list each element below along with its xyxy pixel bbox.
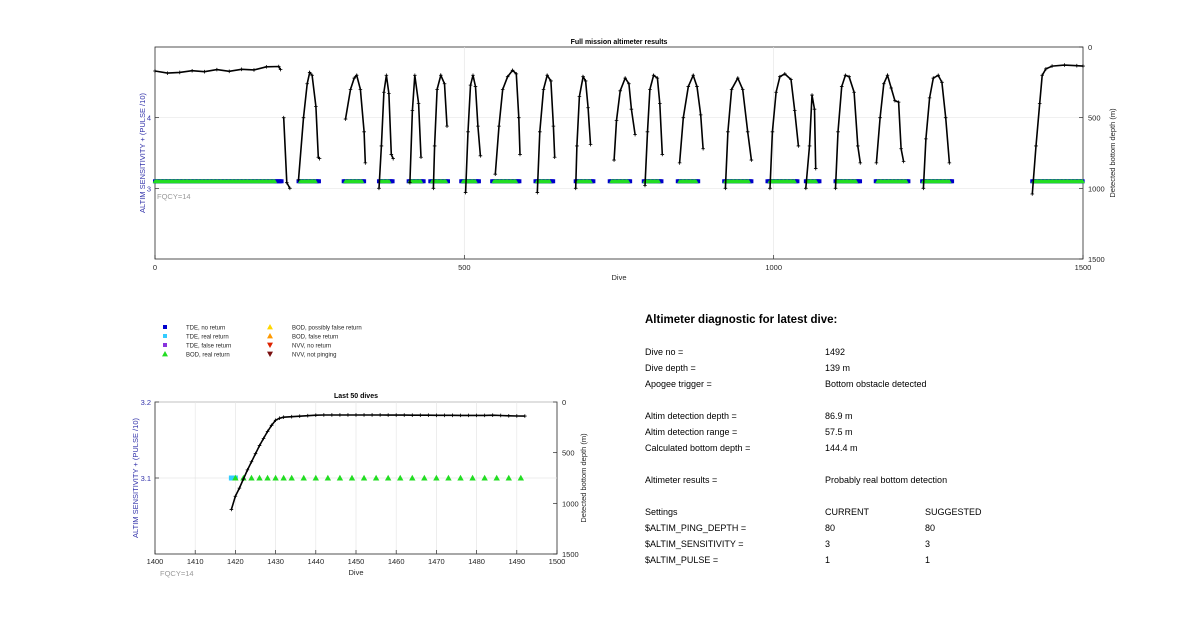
legend-triangle-marker xyxy=(162,351,168,356)
bottom-right-tick-label: 1000 xyxy=(562,499,579,509)
bottom-x-tick-label: 1460 xyxy=(387,557,405,566)
diag-label-bottom-depth: Calculated bottom depth = xyxy=(645,443,751,453)
bottom-x-axis-label: Dive xyxy=(348,568,364,577)
top-tde-marker xyxy=(280,179,284,183)
diag-label-altimeter-results: Altimeter results = xyxy=(645,475,718,485)
top-x-axis-label: Dive xyxy=(611,273,627,282)
top-x-tick-label: 1000 xyxy=(765,263,783,272)
top-tde-marker xyxy=(817,179,821,183)
setting-ping-depth-suggested: 80 xyxy=(925,523,936,533)
legend-triangle-marker xyxy=(267,333,273,338)
top-right-tick-label: 500 xyxy=(1088,113,1101,123)
top-x-tick-label: 1500 xyxy=(1074,263,1092,272)
top-tde-marker xyxy=(858,179,862,183)
bottom-right-tick-label: 500 xyxy=(562,448,575,458)
bottom-x-tick-label: 1400 xyxy=(146,557,164,566)
bottom-x-tick-label: 1430 xyxy=(267,557,284,566)
top-right-axis-label: Detected bottom depth (m) xyxy=(1108,108,1117,198)
bottom-x-tick-label: 1500 xyxy=(548,557,566,566)
setting-pulse-suggested: 1 xyxy=(925,555,931,565)
diag-label-dive-no: Dive no = xyxy=(645,347,684,357)
legend-label: BOD, real return xyxy=(186,352,230,359)
legend-label: TDE, false return xyxy=(186,343,232,350)
bottom-x-tick-label: 1470 xyxy=(428,557,445,566)
bottom-x-tick-label: 1440 xyxy=(307,557,325,566)
diag-value-detection-range: 57.5 m xyxy=(825,427,853,437)
legend-triangle-marker xyxy=(267,324,273,329)
top-tde-marker xyxy=(551,179,555,183)
bottom-right-tick-label: 0 xyxy=(562,398,567,407)
top-chart-title: Full mission altimeter results xyxy=(570,39,668,46)
legend-square-marker xyxy=(163,325,167,329)
top-right-tick-label: 1000 xyxy=(1088,184,1105,194)
diag-value-altimeter-results: Probably real bottom detection xyxy=(825,475,948,485)
top-plot-area xyxy=(155,47,1083,259)
bottom-right-tick-label: 1500 xyxy=(562,550,579,559)
bottom-right-axis-label: Detected bottom depth (m) xyxy=(579,433,588,523)
settings-header-current: CURRENT xyxy=(825,507,869,517)
bottom-chart-title: Last 50 dives xyxy=(334,393,378,400)
top-left-tick-label: 4 xyxy=(146,113,151,123)
bottom-left-tick-label: 3.2 xyxy=(140,398,151,407)
bottom-chart xyxy=(131,393,588,578)
top-tde-marker xyxy=(391,179,395,183)
bottom-x-tick-label: 1410 xyxy=(186,557,204,566)
top-fqcy-label: FQCY=14 xyxy=(157,192,191,201)
legend-label: BOD, possibly false return xyxy=(292,325,362,332)
setting-pulse-label: $ALTIM_PULSE = xyxy=(645,555,719,565)
legend-label: TDE, real return xyxy=(186,334,229,341)
top-right-tick-label: 1500 xyxy=(1088,255,1105,264)
diag-value-dive-depth: 139 m xyxy=(825,363,851,373)
top-left-axis-label: ALTIM SENSITIVITY + (PULSE /10) xyxy=(138,93,147,213)
setting-ping-depth-label: $ALTIM_PING_DEPTH = xyxy=(645,523,747,533)
setting-pulse-current: 1 xyxy=(825,555,831,565)
legend-label: NVV, not pinging xyxy=(292,352,337,359)
legend xyxy=(162,324,362,359)
diag-value-dive-no: 1492 xyxy=(825,347,846,357)
top-right-tick-label: 0 xyxy=(1088,43,1093,52)
top-x-tick-label: 500 xyxy=(458,263,471,272)
top-chart xyxy=(138,39,1117,282)
legend-label: BOD, false return xyxy=(292,334,339,341)
legend-label: NVV, no return xyxy=(292,343,332,350)
bottom-x-tick-label: 1450 xyxy=(347,557,365,566)
top-tde-marker xyxy=(477,179,481,183)
bottom-left-tick-label: 3.1 xyxy=(140,474,151,483)
legend-square-marker xyxy=(163,334,167,338)
top-left-tick-label: 3 xyxy=(146,184,151,194)
legend-label: TDE, no return xyxy=(186,325,226,332)
diag-value-apogee-trigger: Bottom obstacle detected xyxy=(825,379,927,389)
diag-label-detection-depth: Altim detection depth = xyxy=(645,411,737,421)
setting-ping-depth-current: 80 xyxy=(825,523,836,533)
settings-header-suggested: SUGGESTED xyxy=(925,507,982,517)
bottom-x-tick-label: 1420 xyxy=(227,557,244,566)
bottom-x-tick-label: 1480 xyxy=(468,557,485,566)
top-tde-marker xyxy=(317,179,321,183)
diag-value-detection-depth: 86.9 m xyxy=(825,411,853,421)
diag-label-dive-depth: Dive depth = xyxy=(645,363,696,373)
legend-square-marker xyxy=(163,343,167,347)
bottom-fqcy-label: FQCY=14 xyxy=(160,569,194,578)
diag-label-apogee-trigger: Apogee trigger = xyxy=(645,379,712,389)
bottom-left-axis-label: ALTIM SENSITIVITY + (PULSE /10) xyxy=(131,418,140,538)
bottom-x-tick-label: 1490 xyxy=(508,557,526,566)
legend-triangle-down-marker xyxy=(267,343,273,348)
setting-sensitivity-suggested: 3 xyxy=(925,539,931,549)
top-x-tick-label: 0 xyxy=(152,263,158,272)
diagnostic-title: Altimeter diagnostic for latest dive: xyxy=(645,314,838,326)
setting-sensitivity-label: $ALTIM_SENSITIVITY = xyxy=(645,539,744,549)
settings-header-label: Settings xyxy=(645,507,678,517)
diag-value-bottom-depth: 144.4 m xyxy=(825,443,858,453)
setting-sensitivity-current: 3 xyxy=(825,539,831,549)
diag-label-detection-range: Altim detection range = xyxy=(645,427,738,437)
top-tde-marker xyxy=(517,179,521,183)
legend-triangle-down-marker xyxy=(267,352,273,357)
